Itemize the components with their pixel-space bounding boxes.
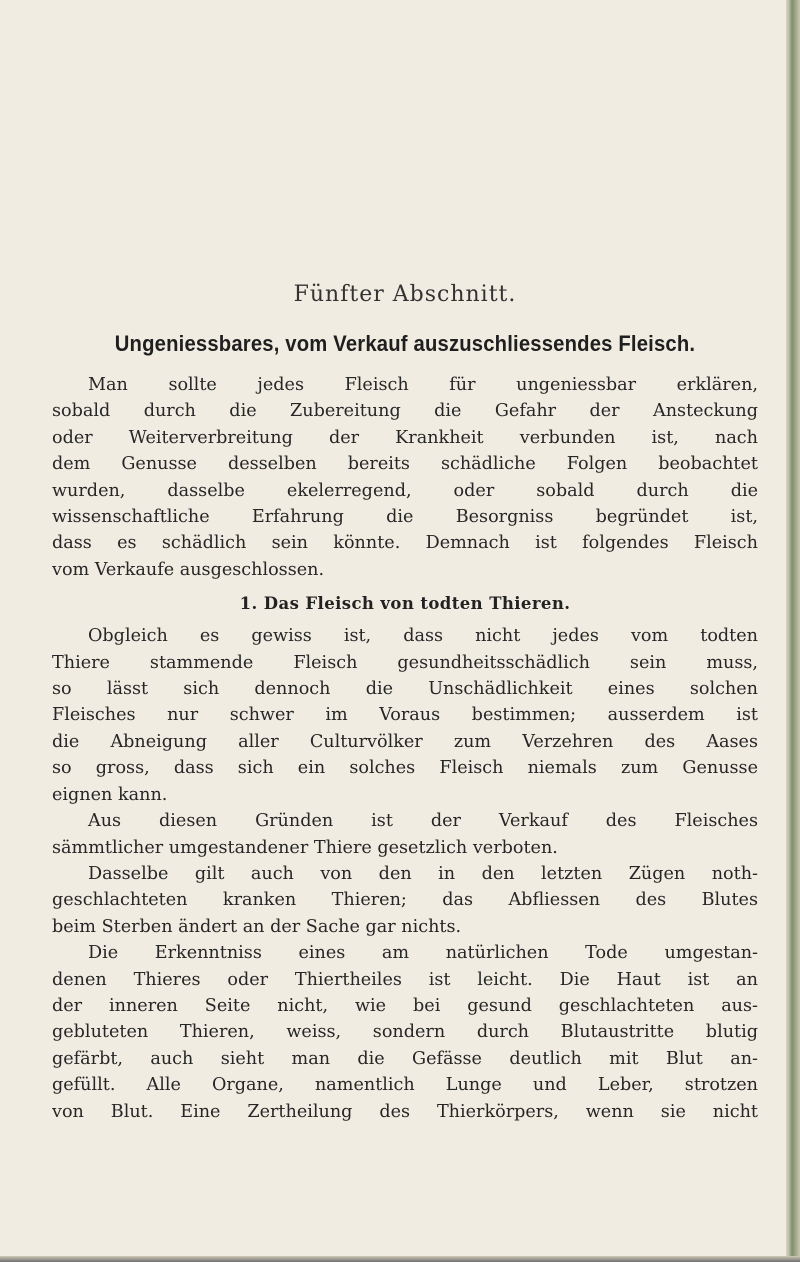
text-line: vom Verkaufe ausgeschlossen. (52, 559, 325, 580)
text-line: dass es schädlich sein könnte. Demnach ist folgendes Fleisch (52, 533, 758, 554)
text-line: Aus diesen Gründen ist der Verkauf des Fleisches (88, 811, 758, 832)
text-line: gebluteten Thieren, weiss, sondern durch Blutaustritte blutig (52, 1022, 758, 1043)
text-line: so gross, dass sich ein solches Fleisch niemals zum Genusse (52, 758, 758, 779)
text-line: eignen kann. (52, 784, 168, 805)
book-page (52, 280, 758, 1125)
text-line: Dasselbe gilt auch von den in den letzten Zügen noth- (88, 863, 758, 884)
paragraph-3 (52, 861, 758, 940)
book-edge (786, 0, 800, 1262)
subheading: 1. Das Fleisch von todten Thieren. (239, 594, 571, 614)
text-line: die Abneigung aller Culturvölker zum Verzehren des Aases (52, 731, 758, 752)
text-line: gefüllt. Alle Organe, namentlich Lunge und Leber, strotzen (52, 1075, 758, 1096)
page-bottom-edge (0, 1256, 800, 1262)
text-line: Man sollte jedes Fleisch für ungeniessbar erklären, (88, 375, 758, 395)
text-line: beim Sterben ändert an der Sache gar nichts. (52, 916, 462, 937)
text-line: sobald durch die Zubereitung die Gefahr der Ansteckung (52, 401, 758, 422)
section-title: Fünfter Abschnitt. (293, 282, 517, 307)
text-line: Obgleich es gewiss ist, dass nicht jedes vom todten (88, 626, 758, 647)
text-line: wurden, dasselbe ekelerregend, oder sobald durch die (52, 480, 758, 501)
intro-paragraph (52, 372, 758, 583)
text-line: so lässt sich dennoch die Unschädlichkeit eines solchen (52, 679, 758, 700)
text-line: Die Erkenntniss eines am natürlichen Tode umgestan- (88, 943, 758, 964)
text-line: Fleisches nur schwer im Voraus bestimmen; ausserdem ist (52, 705, 758, 726)
text-line: sämmtlicher umgestandener Thiere gesetzlich verboten. (52, 837, 558, 858)
paragraph-2 (52, 808, 758, 861)
paragraph-1 (52, 623, 758, 808)
text-line: von Blut. Eine Zertheilung des Thierkörpers, wenn sie nicht (52, 1101, 758, 1122)
text-line: der inneren Seite nicht, wie bei gesund geschlachteten aus- (52, 995, 758, 1016)
text-line: denen Thieres oder Thiertheiles ist leicht. Die Haut ist an (52, 969, 758, 990)
paragraph-4 (52, 940, 758, 1125)
chapter-heading: Ungeniessbares, vom Verkauf auszuschliessendes Fleisch. (114, 331, 696, 356)
text-line: Thiere stammende Fleisch gesundheitsschädlich sein muss, (52, 652, 758, 673)
text-line: oder Weiterverbreitung der Krankheit verbunden ist, nach (52, 427, 758, 448)
text-line: wissenschaftliche Erfahrung die Besorgniss begründet ist, (52, 507, 758, 528)
text-line: dem Genusse desselben bereits schädliche Folgen beobachtet (52, 454, 758, 475)
text-line: geschlachteten kranken Thieren; das Abfliessen des Blutes (52, 890, 758, 911)
text-line: gefärbt, auch sieht man die Gefässe deutlich mit Blut an- (52, 1048, 758, 1069)
